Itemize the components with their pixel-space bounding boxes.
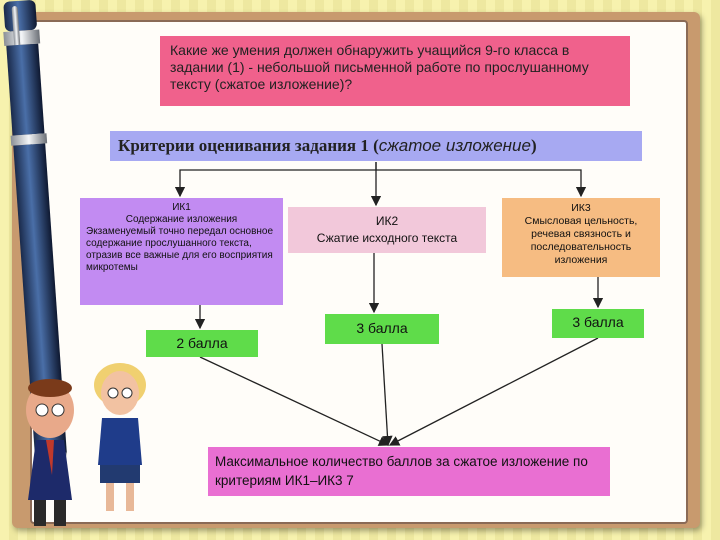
criteria-header: [110, 131, 642, 161]
ik3-score: 3 балла: [552, 309, 644, 338]
criteria-main: Критерии оценивания задания 1 (: [118, 136, 379, 155]
ik1-title: ИК1: [172, 202, 191, 213]
criteria-close: ): [530, 136, 537, 155]
ik2-title: ИК2: [375, 214, 399, 228]
ik1-description: Экзаменуемый точно передал основное содержание прослушанного текста, отразив все важные для его восприятия микротемы: [86, 226, 274, 273]
max-score-text: Максимальное количество баллов за сжатое изложение по критериям ИК1–ИК3 7: [215, 454, 588, 488]
criteria-italic: сжатое изложение: [378, 136, 531, 155]
ik2-text: Сжатие исходного текста: [316, 231, 458, 245]
man-figure: [26, 379, 74, 526]
ik1-score: 2 балла: [146, 330, 258, 357]
ik2-box: [288, 207, 486, 253]
ik1-subtitle: Содержание изложения: [125, 214, 238, 225]
woman-figure: [94, 363, 146, 511]
ik3-box: [502, 198, 660, 277]
ik2-score: 3 балла: [325, 314, 439, 344]
question-box: [160, 36, 630, 106]
question-text: Какие же умения должен обнаружить учащийся 9-го класса в задании (1) - небольшой письменной работе по прослушанному тексту (сжатое изложение)?: [170, 42, 589, 92]
max-score-box: [208, 447, 610, 496]
ik3-title: ИК3: [571, 202, 591, 214]
ik3-text: Смысловая цельность, речевая связность и последовательность изложения: [524, 215, 638, 266]
ik1-box: [80, 198, 283, 305]
